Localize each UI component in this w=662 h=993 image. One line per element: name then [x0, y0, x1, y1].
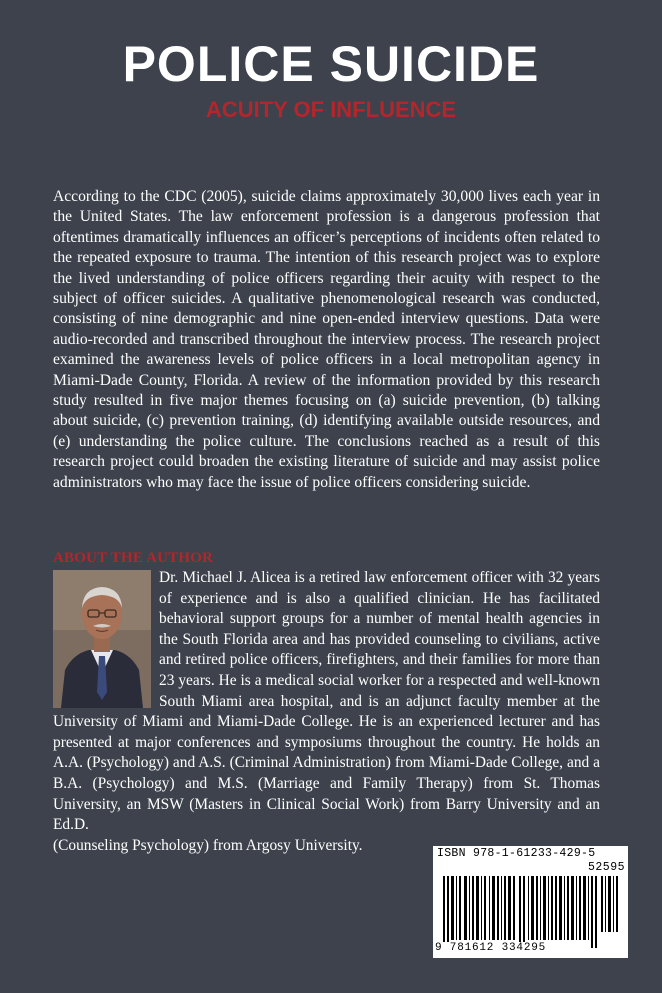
barcode-bars-icon: [441, 876, 621, 948]
author-photo: [53, 570, 151, 708]
isbn-barcode: [433, 846, 628, 958]
author-section: [53, 568, 600, 856]
isbn-label: ISBN 978-1-61233-429-5: [437, 847, 596, 860]
about-author-heading: ABOUT THE AUTHOR: [53, 550, 214, 566]
author-bio: Dr. Michael J. Alicea is a retired law enforcement officer with 32 years of experience and is also a qualified clinician. He has facilitated behavioral support groups for a number of mental health agencies in the South Florida area and has provided counseling to civilians, active and retired police officers, firefighters, and their families for more than 23 years. He is a medical social worker for a respected and well-known South Miami area hospital, and is an adjunct faculty member at the University of Miami and Miami-Dade College. He is an experienced lecturer and has presented at major conferences and symposiums throughout the country. He holds an A.A. (Psychology) and A.S. (Criminal Administration) from Miami-Dade College, and a B.A. (Psychology) and M.S. (Marriage and Family Therapy) from St. Thomas University, an MSW (Masters in Clinical Social Work) from Barry University and an Ed.D.: [53, 569, 600, 834]
author-portrait-icon: [53, 570, 151, 708]
price-code: 52595: [587, 861, 625, 874]
barcode-number: 9 781612 334295: [435, 942, 547, 954]
author-bio-end: (Counseling Psychology) from Argosy University.: [53, 836, 363, 854]
book-subtitle: ACUITY OF INFLUENCE: [205, 97, 457, 122]
book-description: According to the CDC (2005), suicide claims approximately 30,000 lives each year in the United States. The law enforcement profession is a dangerous profession that oftentimes dramatically influences an officer’s perceptions of incidents often related to the repeated exposure to trauma. The intention of this research project was to explore the lived understanding of police officers regarding their acuity with respect to the subject of officer suicides. A qualitative phenomenological research was conducted, consisting of nine demographic and nine open-ended interview questions. Data were audio-recorded and transcribed throughout the interview process. The research project examined the awareness levels of police officers in a local metropolitan agency in Miami-Dade County, Florida. A review of the information provided by this research study resulted in five major themes focusing on (a) suicide prevention, (b) talking about suicide, (c) prevention training, (d) identifying available outside resources, and (e) understanding the police culture. The conclusions reached as a result of this research project could broaden the existing literature of suicide and may assist police administrators who may face the issue of police officers considering suicide.: [53, 188, 600, 491]
book-title: POLICE SUICIDE: [122, 36, 540, 92]
